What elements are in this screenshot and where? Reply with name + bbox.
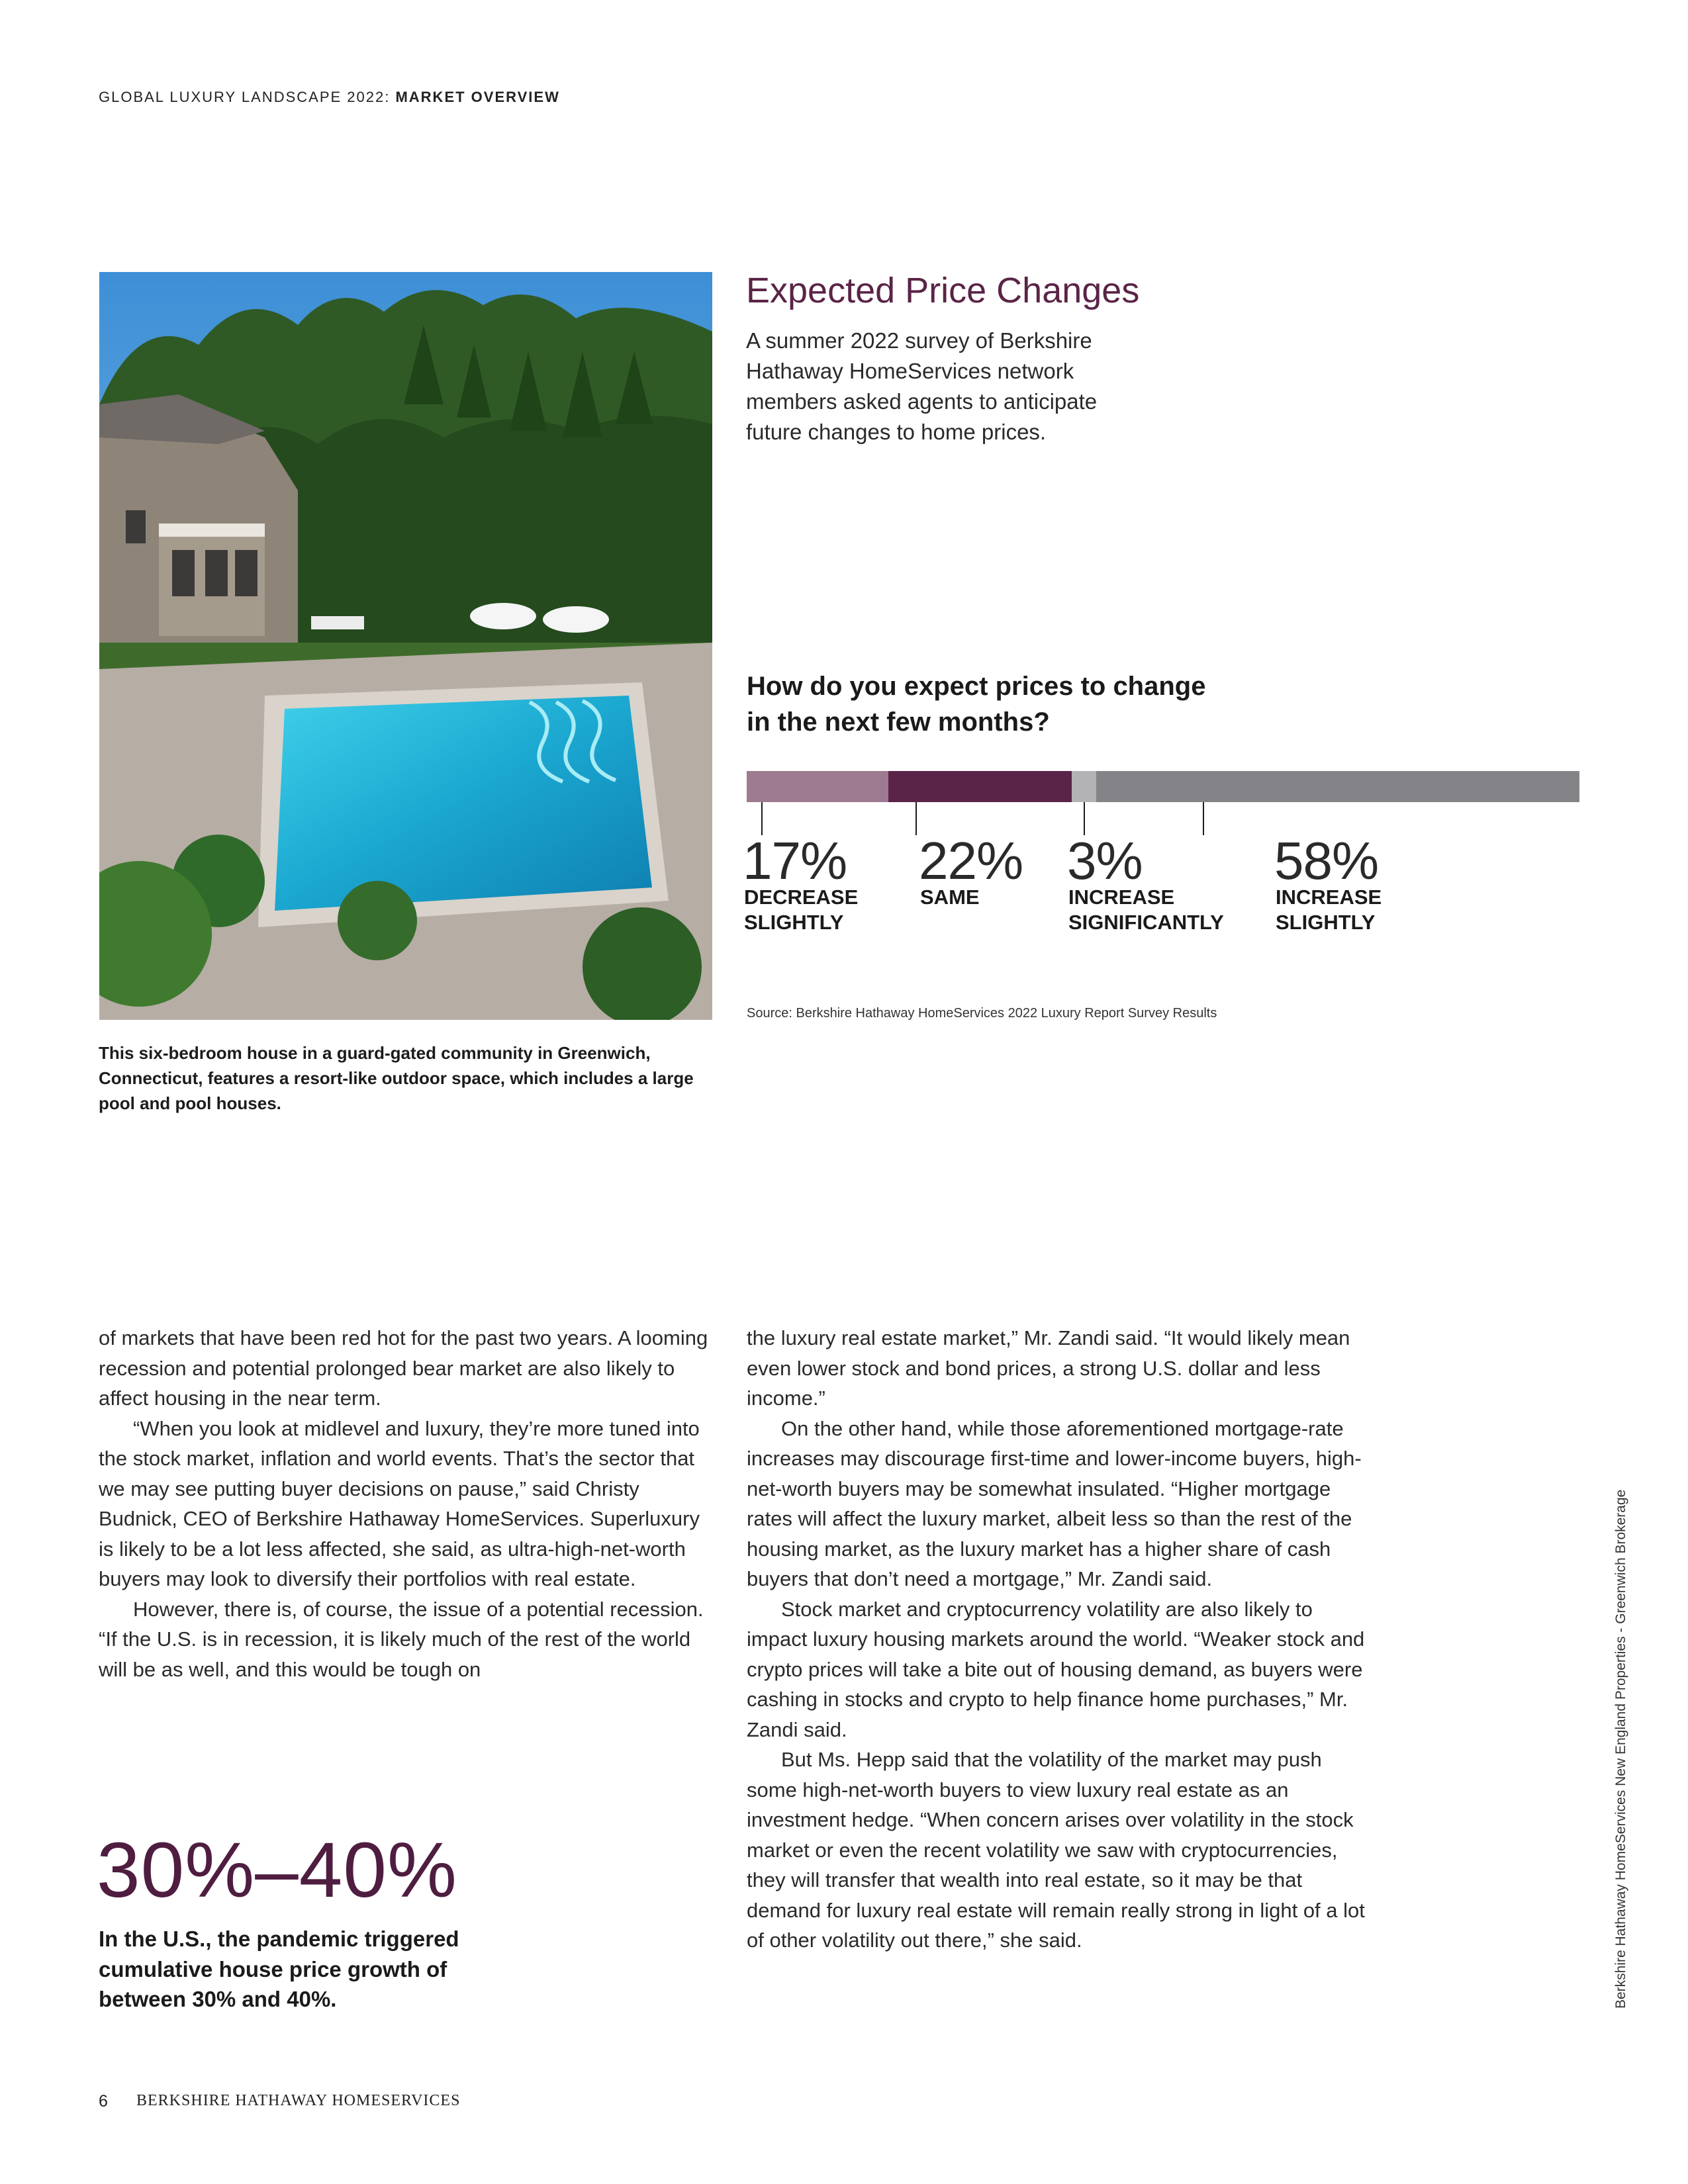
bar-value-label: 3%: [1067, 831, 1143, 890]
body-column-right: [747, 1323, 1366, 1956]
bar-category-label: INCREASE SLIGHTLY: [1276, 886, 1382, 934]
page-number: 6: [99, 2092, 108, 2111]
body-column-left: [99, 1323, 718, 1684]
body-paragraph: But Ms. Hepp said that the volatility of the market may push some high-net-worth buyers to view luxury real estate as an investment hedge. “When concern arises over volatility in the stock market or even the recent volatility we saw with cryptocurrencies, they will transfer that wealth into real estate, so it may be that demand for luxury real estate will remain really strong in light of a lot of other volatility out there,” she said.: [747, 1748, 1365, 1952]
bar-value-label: 17%: [743, 831, 847, 890]
body-paragraph: On the other hand, while those aforementioned mortgage-rate increases may discourage first-time and lower-income buyers, high-net-worth buyers may be somewhat insulated. “Higher mortgage rates will affect the luxury market, albeit less so than the rest of the housing market, as the luxury market has a higher share of cash buyers that don’t need a mortgage,” Mr. Zandi said.: [747, 1416, 1362, 1590]
house-pool-photo: [99, 272, 712, 1020]
stat-description: In the U.S., the pandemic triggered cumulative house price growth of between 30% and 40%.: [99, 1927, 459, 2011]
chart-question: How do you expect prices to change in the next few months?: [747, 672, 1206, 737]
bar-segment: [1072, 771, 1097, 802]
bar-segment: [747, 771, 888, 802]
bar-value-label: 22%: [919, 831, 1023, 890]
chart-source: Source: Berkshire Hathaway HomeServices 2022 Luxury Report Survey Results: [747, 1006, 1217, 1021]
footer-brand: BERKSHIRE HATHAWAY HOMESERVICES: [136, 2092, 461, 2109]
header-section: MARKET OVERVIEW: [395, 89, 560, 105]
photo-credit: Berkshire Hathaway HomeServices New England Properties - Greenwich Brokerage: [1613, 1489, 1628, 2009]
body-paragraph: the luxury real estate market,” Mr. Zandi said. “It would likely mean even lower stock and bond prices, a strong U.S. dollar and less income.”: [747, 1326, 1350, 1410]
body-paragraph: “When you look at midlevel and luxury, they’re more tuned into the stock market, inflation and world events. That’s the sector that we may see putting buyer decisions on pause,” said Christy Budnick, CEO of Berkshire Hathaway HomeServices. Superluxury is likely to be a lot less affected, she said, as ultra-high-net-worth buyers may look to diversify their portfolios with real estate.: [99, 1416, 700, 1590]
photo-illustration: [99, 272, 712, 1020]
bar-tick: [915, 802, 917, 835]
bar-tick: [1203, 802, 1204, 835]
photo-caption: This six-bedroom house in a guard-gated community in Greenwich, Connecticut, features a resort-like outdoor space, which includes a large pool and pool houses.: [99, 1043, 694, 1113]
stat-value: 30%–40%: [97, 1827, 457, 1914]
bar-category-label: SAME: [920, 886, 980, 909]
bar-category-label: DECREASE SLIGHTLY: [744, 886, 859, 934]
bar-category-label: INCREASE SIGNIFICANTLY: [1068, 886, 1224, 934]
body-paragraph: of markets that have been red hot for the past two years. A looming recession and potential prolonged bear market are also likely to affect housing in the near term.: [99, 1326, 708, 1410]
bar-value-label: 58%: [1274, 831, 1379, 890]
header-prefix: GLOBAL LUXURY LANDSCAPE 2022:: [99, 89, 396, 105]
stacked-price-bar: [747, 771, 1579, 802]
running-header: [99, 89, 560, 106]
section-description: A summer 2022 survey of Berkshire Hathaway HomeServices network members asked agents to anticipate future changes to home prices.: [746, 328, 1098, 444]
body-paragraph: Stock market and cryptocurrency volatility are also likely to impact luxury housing markets around the world. “Weaker stock and crypto prices will take a bite out of housing demand, as buyers were cashing in stocks and crypto to help finance home purchases,” Mr. Zandi said.: [747, 1597, 1365, 1741]
bar-segment: [1096, 771, 1579, 802]
bar-segment: [888, 771, 1072, 802]
body-paragraph: However, there is, of course, the issue of a potential recession. “If the U.S. is in recession, it is likely much of the rest of the world will be as well, and this would be tough on: [99, 1597, 704, 1681]
section-title: Expected Price Changes: [746, 271, 1140, 310]
